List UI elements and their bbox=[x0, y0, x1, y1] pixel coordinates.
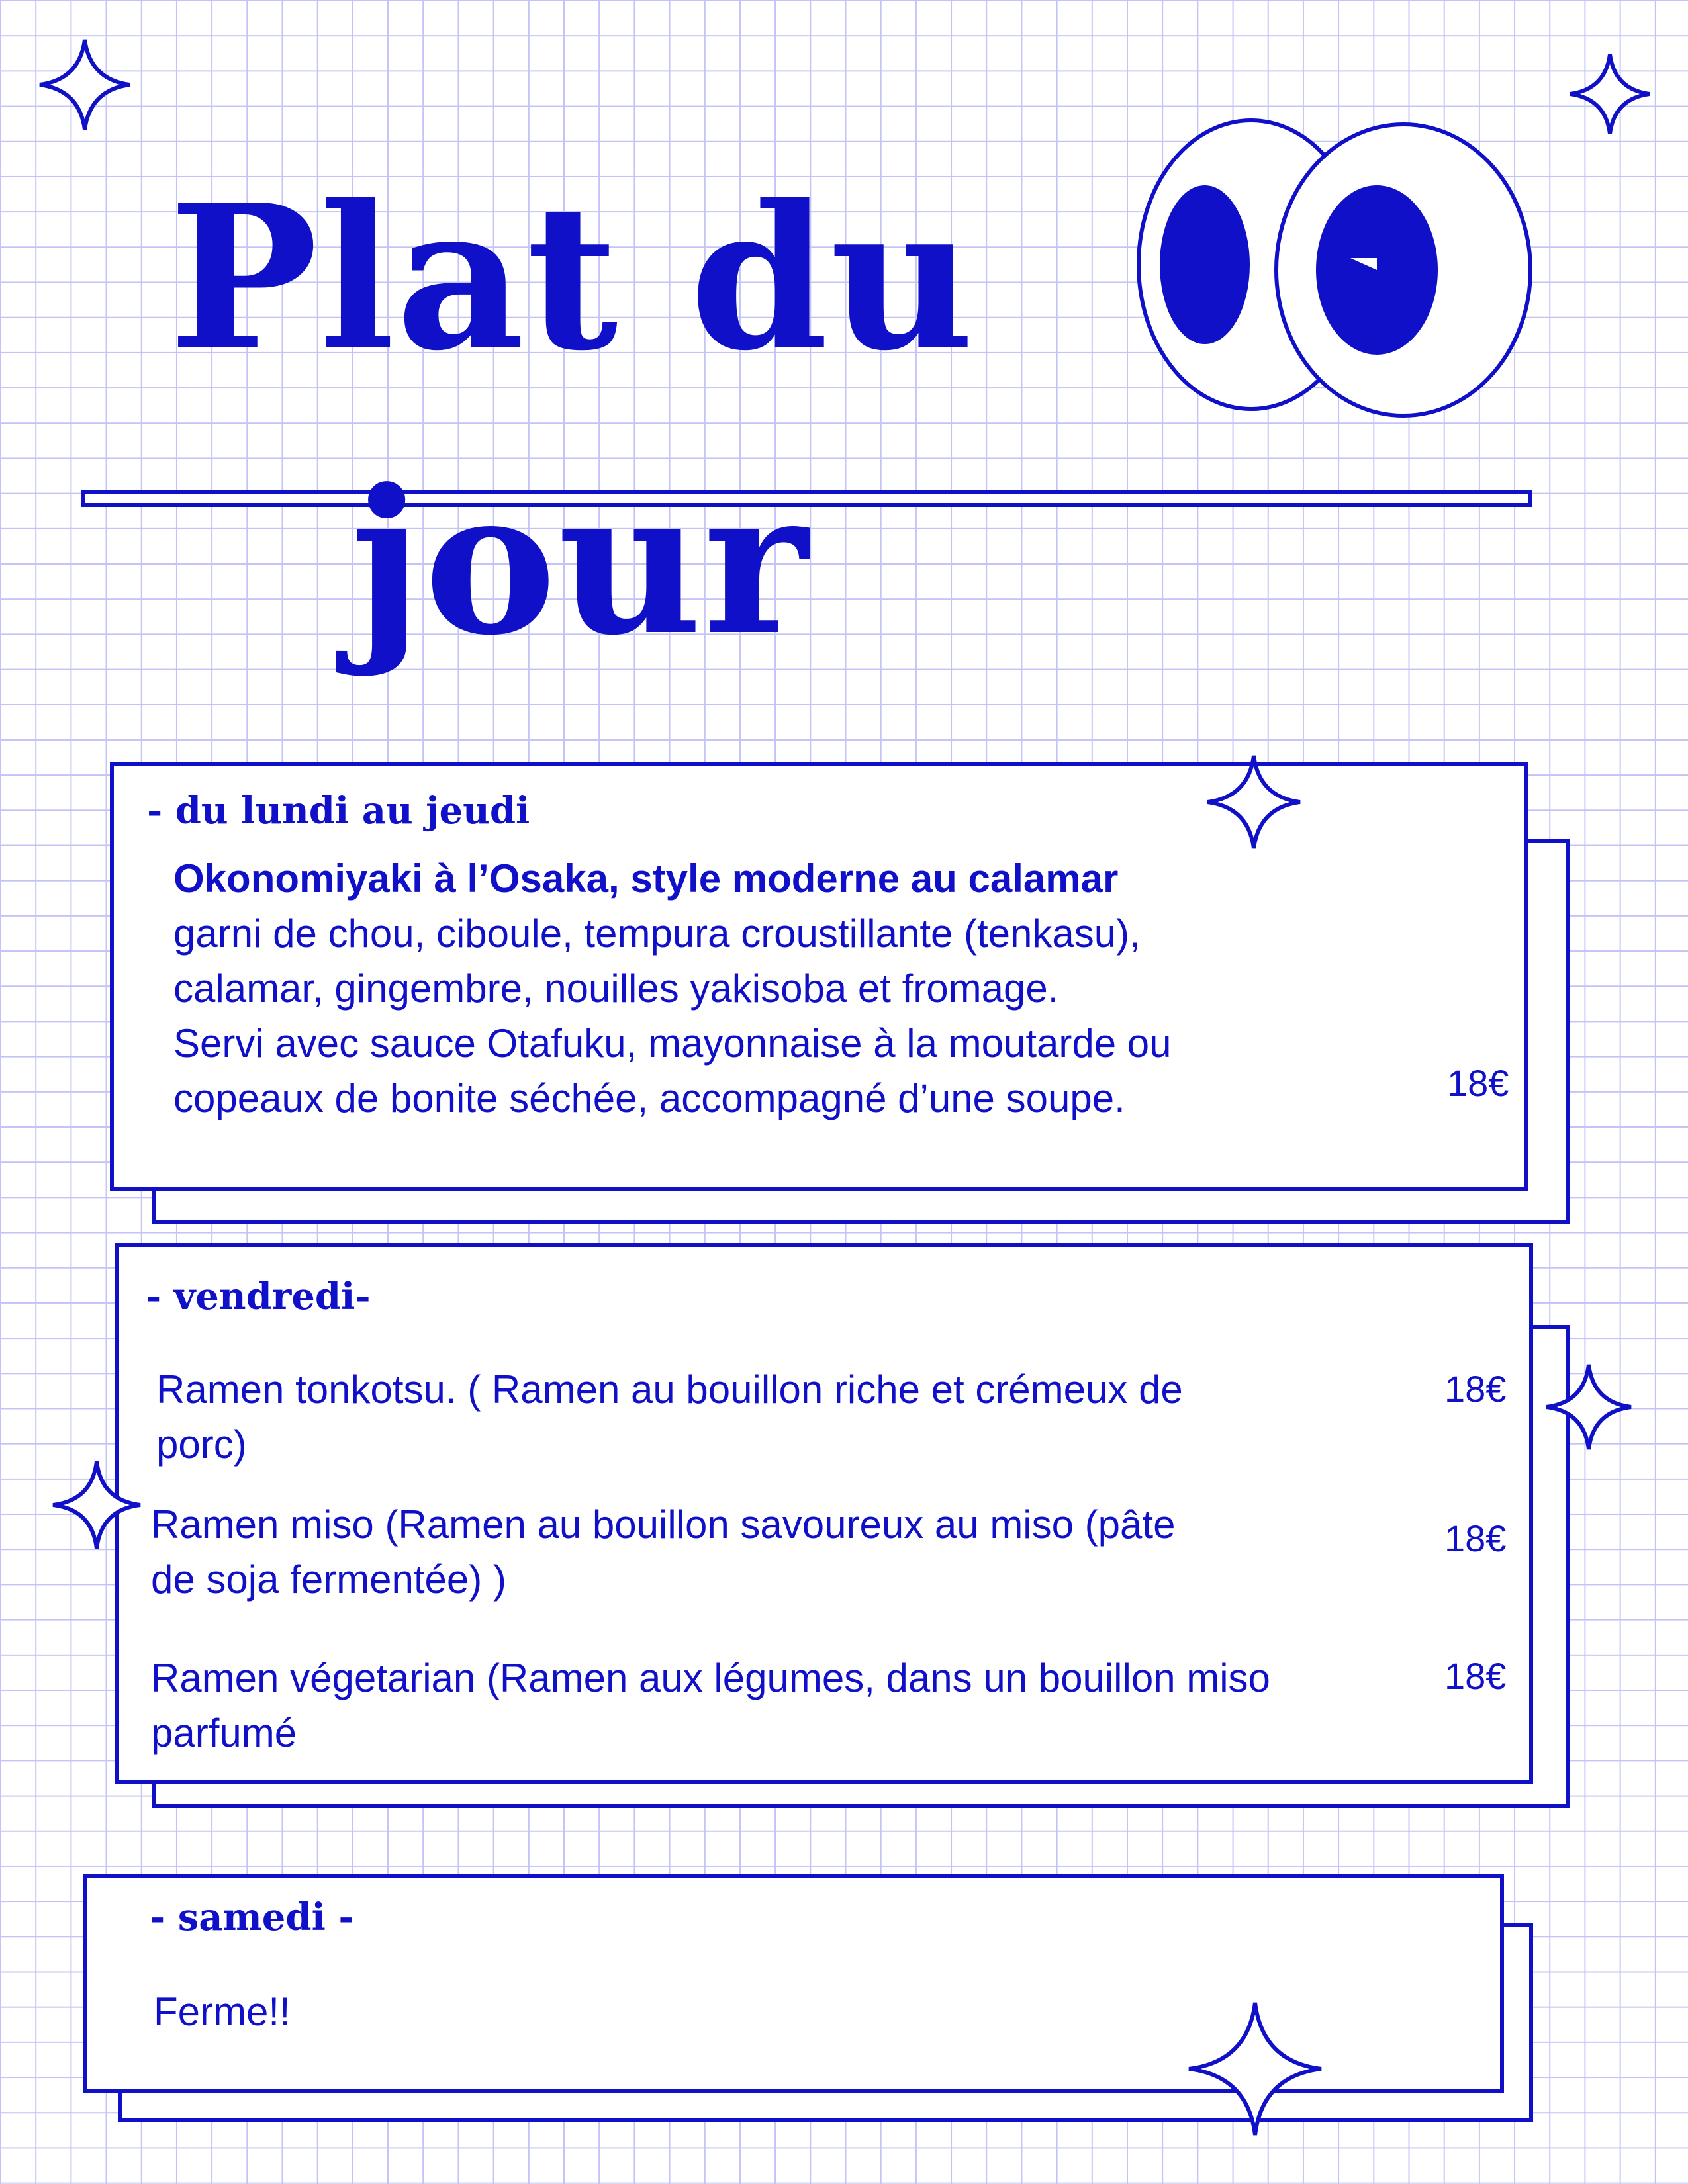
page-title-line1: Plat du bbox=[169, 161, 976, 394]
price: 18€ bbox=[1447, 1062, 1509, 1104]
menu-item bbox=[156, 1362, 1414, 1472]
price: 18€ bbox=[1444, 1368, 1507, 1410]
dish-description bbox=[173, 851, 1365, 1126]
sparkle-star-icon bbox=[1205, 753, 1303, 851]
description-line: calamar, gingembre, nouilles yakisoba et fromage. bbox=[173, 966, 1059, 1011]
price: 18€ bbox=[1444, 1655, 1507, 1697]
page-title-line2: jour bbox=[351, 445, 810, 679]
description-line: garni de chou, ciboule, tempura croustillante (tenkasu), bbox=[173, 911, 1141, 956]
closed-note: Ferme!! bbox=[154, 1989, 291, 2034]
menu-item bbox=[151, 1651, 1448, 1760]
description-line: Servi avec sauce Otafuku, mayonnaise à la moutarde ou bbox=[173, 1021, 1172, 1066]
sparkle-star-icon bbox=[1544, 1362, 1634, 1452]
item-line: Ramen miso (Ramen au bouillon savoureux au miso (pâte bbox=[151, 1502, 1176, 1547]
sparkle-star-icon bbox=[1185, 1999, 1325, 2139]
menu-item bbox=[151, 1497, 1409, 1607]
menu-card-friday bbox=[115, 1243, 1533, 1784]
item-line: de soja fermentée) ) bbox=[151, 1557, 506, 1602]
item-line: porc) bbox=[156, 1422, 247, 1467]
item-line: Ramen végetarian (Ramen aux légumes, dans un bouillon miso bbox=[151, 1656, 1270, 1700]
sparkle-star-icon bbox=[50, 1459, 143, 1551]
sparkle-star-icon bbox=[38, 38, 131, 131]
sparkle-star-icon bbox=[1569, 53, 1651, 135]
description-line: copeaux de bonite séchée, accompagné d’une soupe. bbox=[173, 1076, 1125, 1120]
day-label: - vendredi- bbox=[146, 1275, 371, 1318]
day-label: - du lundi au jeudi bbox=[147, 789, 530, 833]
item-line: parfumé bbox=[151, 1711, 297, 1755]
price: 18€ bbox=[1444, 1518, 1507, 1559]
day-label: - samedi - bbox=[150, 1895, 354, 1939]
menu-card-weekdays bbox=[110, 762, 1528, 1191]
dish-title: Okonomiyaki à l’Osaka, style moderne au calamar bbox=[173, 856, 1119, 901]
cartoon-eyes bbox=[1125, 60, 1549, 483]
item-line: Ramen tonkotsu. ( Ramen au bouillon riche et crémeux de bbox=[156, 1367, 1183, 1412]
